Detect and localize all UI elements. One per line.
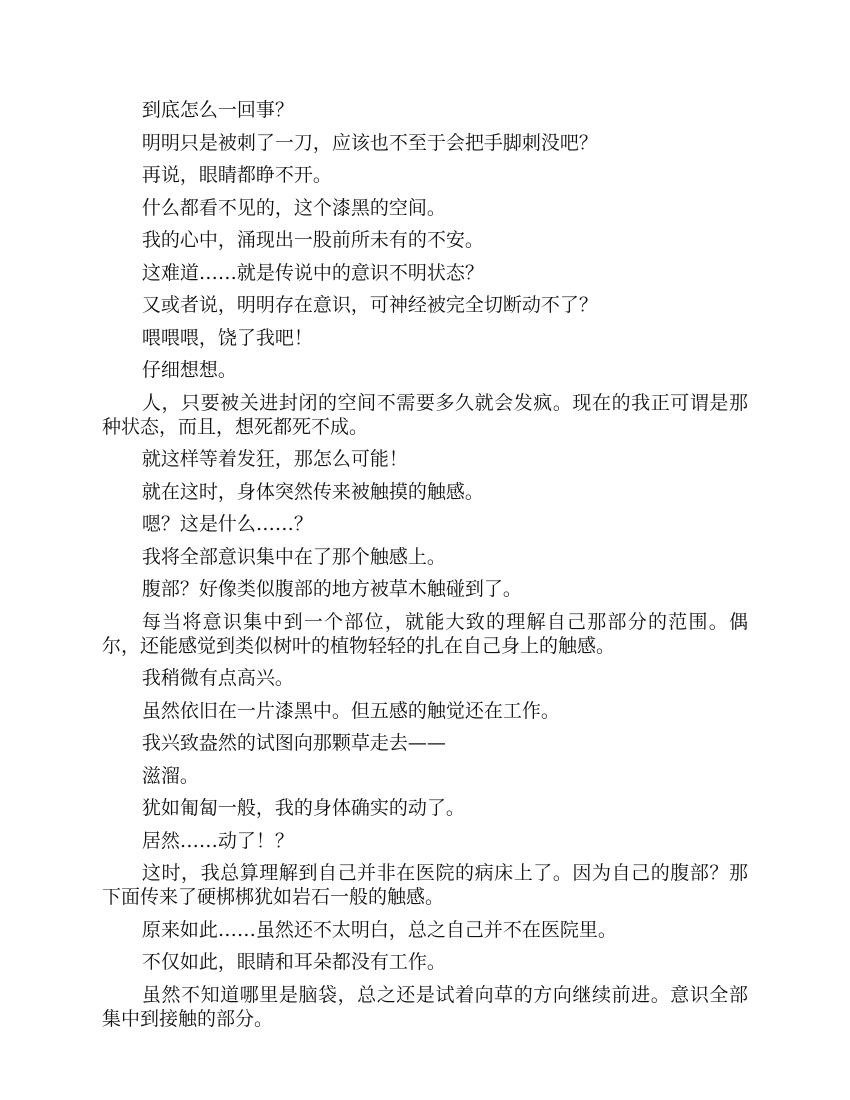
paragraph: 这难道……就是传说中的意识不明状态？: [141, 261, 484, 284]
paragraph: 我将全部意识集中在了那个触感上。: [141, 545, 446, 568]
paragraph: 原来如此……虽然还不太明白，总之自己并不在医院里。: [141, 918, 617, 941]
paragraph: 虽然依旧在一片漆黑中。但五感的触觉还在工作。: [141, 699, 560, 722]
paragraph: 再说，眼睛都睁不开。: [141, 164, 332, 186]
paragraph: 不仅如此，眼睛和耳朵都没有工作。: [141, 951, 446, 973]
paragraph: 明明只是被刺了一刀，应该也不至于会把手脚刺没吧？: [141, 131, 598, 154]
paragraph: 我的心中，涌现出一股前所未有的不安。: [141, 229, 484, 251]
paragraph: 人，只要被关进封闭的空间不需要多久就会发疯。现在的我正可谓是那种状态，而且，想死都死不成。: [102, 391, 748, 438]
paragraph: 腹部？好像类似腹部的地方被草木触碰到了。: [141, 578, 522, 600]
body-text: [102, 98, 748, 1039]
paragraph: 犹如匍匐一般，我的身体确实的动了。: [141, 797, 465, 819]
paragraph: 就在这时，身体突然传来被触摸的触感。: [141, 480, 484, 503]
paragraph: 到底怎么一回事？: [141, 99, 294, 121]
paragraph: 这时，我总算理解到自己并非在医院的病床上了。因为自己的腹部？那下面传来了硬梆梆犹如岩石一般的触感。: [102, 862, 748, 908]
paragraph: 虽然不知道哪里是脑袋，总之还是试着向草的方向继续前进。意识全部集中到接触的部分。: [102, 983, 748, 1030]
paragraph: 喂喂喂，饶了我吧！: [141, 326, 313, 349]
paragraph: 又或者说，明明存在意识，可神经被完全切断动不了？: [141, 294, 598, 316]
paragraph: 我稍微有点高兴。: [141, 667, 294, 689]
paragraph: 居然……动了！？: [141, 829, 294, 852]
paragraph: 仔细想想。: [141, 359, 237, 381]
paragraph: 我兴致盎然的试图向那颗草走去——: [141, 732, 446, 754]
paragraph: 什么都看不见的，这个漆黑的空间。: [141, 196, 446, 219]
paragraph: 每当将意识集中到一个部位，就能大致的理解自己那部分的范围。偶尔，还能感觉到类似树叶的植物轻轻的扎在自己身上的触感。: [102, 610, 748, 657]
paragraph: 嗯？这是什么……？: [141, 513, 313, 535]
paragraph: 就这样等着发狂，那怎么可能！: [141, 448, 408, 470]
paragraph: 滋溜。: [141, 764, 199, 787]
